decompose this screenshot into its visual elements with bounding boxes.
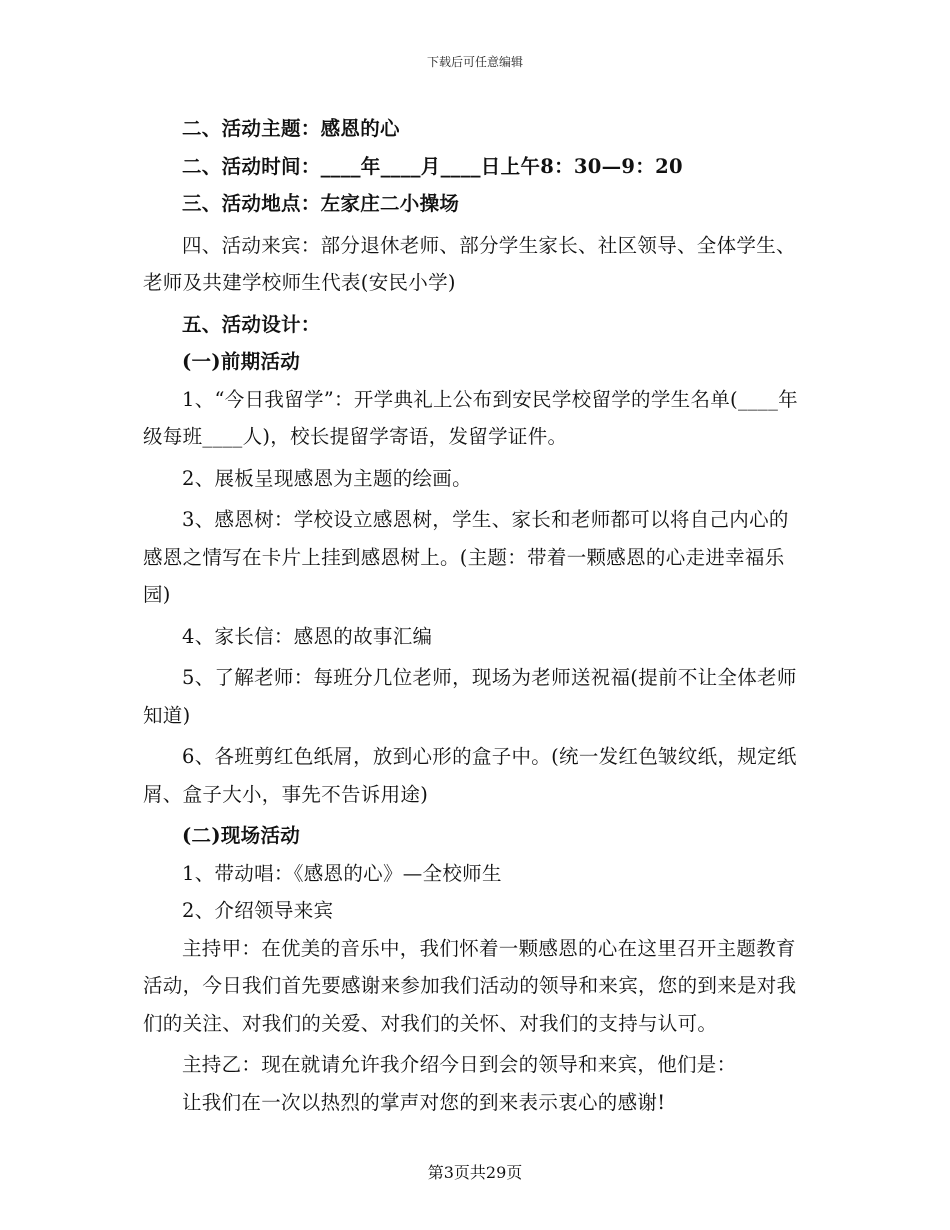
list-item: 1、带动唱：《感恩的心》—全校师生 bbox=[182, 861, 502, 885]
list-item: 3、感恩树：学校设立感恩树，学生、家长和老师都可以将自己内心的感恩之情写在卡片上挂到感恩树上。(主题：带着一颗感恩的心走进幸福乐园) bbox=[143, 508, 789, 606]
section-heading-onsite-activities: (二)现场活动 bbox=[182, 824, 301, 847]
page-footer: 第3页共29页 bbox=[427, 1163, 523, 1182]
page-header: 下载后可任意编辑 bbox=[426, 55, 523, 69]
paragraph-design-heading: 五、活动设计： bbox=[182, 312, 321, 336]
host-b-paragraph: 主持乙：现在就请允许我介绍今日到会的领导和来宾，他们是： bbox=[182, 1053, 737, 1076]
paragraph-location: 三、活动地点：左家庄二小操场 bbox=[182, 192, 460, 215]
paragraph-guests: 四、活动来宾：部分退休老师、部分学生家长、社区领导、全体学生、老师及共建学校师生代表(安民小学) bbox=[143, 233, 796, 294]
list-item: 5、了解老师：每班分几位老师，现场为老师送祝福(提前不让全体老师知道) bbox=[143, 666, 797, 727]
list-item: 4、家长信：感恩的故事汇编 bbox=[182, 624, 433, 648]
list-item: 2、介绍领导来宾 bbox=[182, 899, 334, 922]
document-body bbox=[143, 110, 808, 1121]
closing-paragraph: 让我们在一次以热烈的掌声对您的到来表示衷心的感谢! bbox=[182, 1090, 666, 1114]
host-a-paragraph: 主持甲：在优美的音乐中，我们怀着一颗感恩的心在这里召开主题教育活动，今日我们首先要感谢来参加我们活动的领导和来宾，您的到来是对我们的关注、对我们的关爱、对我们的关怀、对我们的支持与认可。 bbox=[143, 936, 797, 1035]
list-item: 2、展板呈现感恩为主题的绘画。 bbox=[182, 466, 472, 490]
paragraph-theme: 二、活动主题：感恩的心 bbox=[182, 117, 400, 140]
list-item: 6、各班剪红色纸屑，放到心形的盒子中。(统一发红色皱纹纸，规定纸屑、盒子大小，事先不告诉用途) bbox=[143, 745, 797, 806]
section-heading-pre-activities: (一)前期活动 bbox=[182, 350, 301, 373]
paragraph-time: 二、活动时间：____年____月____日上午8：30—9：20 bbox=[182, 154, 683, 178]
list-item: 1、“今日我留学”：开学典礼上公布到安民学校留学的学生名单(____年级每班____人)，校长提留学寄语，发留学证件。 bbox=[143, 387, 798, 448]
